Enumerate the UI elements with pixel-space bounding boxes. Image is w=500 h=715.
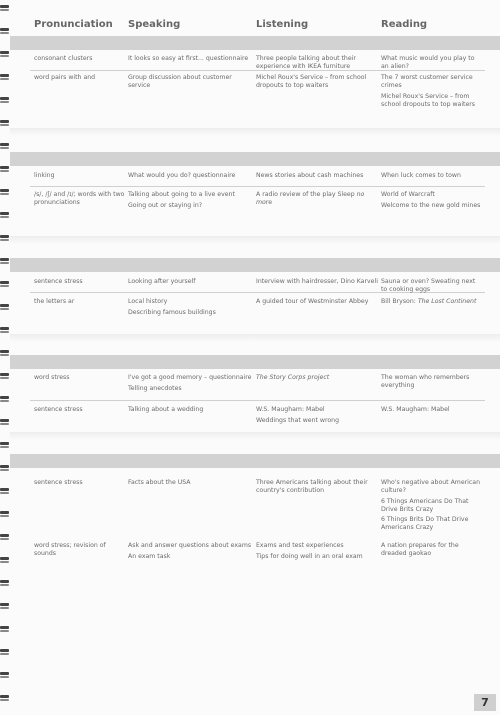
cell-text: sentence stress — [34, 479, 83, 486]
unit-header-band — [10, 454, 500, 468]
cell-text: Group discussion about customer service — [128, 74, 232, 90]
listening-cell — [256, 278, 378, 289]
reading-cell — [381, 479, 481, 535]
cell-text: What would you do? questionnaire — [128, 172, 236, 179]
section-divider — [10, 334, 500, 342]
binding-ring — [0, 303, 9, 312]
binding-ring — [0, 579, 9, 588]
cell-text: The 7 worst customer service crimes — [381, 74, 473, 90]
binding-ring — [0, 96, 9, 105]
reading-cell — [381, 74, 481, 111]
binding-ring — [0, 464, 9, 473]
binding-ring — [0, 487, 9, 496]
reading-cell — [381, 406, 481, 417]
pronunciation-cell — [34, 278, 126, 289]
binding-ring — [0, 441, 9, 450]
header-reading: Reading — [381, 19, 428, 30]
listening-cell — [256, 479, 378, 498]
section-divider — [10, 128, 500, 136]
cell-text: consonant clusters — [34, 55, 93, 62]
binding-ring — [0, 648, 9, 657]
binding-ring — [0, 556, 9, 565]
cell-text: Talking about a wedding — [128, 406, 204, 413]
cell-text: The Story Corps project — [256, 374, 330, 381]
pronunciation-cell — [34, 55, 126, 66]
header-pronunciation: Pronunciation — [34, 19, 113, 30]
listening-cell — [256, 191, 378, 210]
binding-ring — [0, 234, 9, 243]
row-divider — [30, 400, 485, 401]
speaking-cell — [128, 74, 252, 93]
cell-text: It looks so easy at first... questionnaire — [128, 55, 249, 62]
cell-text: Welcome to the new gold mines — [381, 201, 481, 209]
cell-text: News stories about cash machines — [256, 172, 364, 179]
cell-text: Weddings that went wrong — [256, 416, 339, 424]
pronunciation-cell — [34, 74, 126, 85]
page-number: 7 — [474, 694, 496, 711]
cell-text: Interview with hairdresser, Dino Karveli — [256, 278, 378, 285]
cell-text: Describing famous buildings — [128, 308, 216, 316]
reading-cell — [381, 191, 481, 212]
cell-text: An exam task — [128, 552, 171, 560]
listening-cell — [256, 74, 378, 93]
cell-text: the letters ar — [34, 298, 75, 305]
cell-text: The woman who remembers everything — [381, 374, 470, 390]
binding-ring — [0, 349, 9, 358]
listening-cell — [256, 374, 378, 385]
listening-cell — [256, 406, 378, 427]
cell-text: Local history — [128, 298, 168, 305]
cell-text: Talking about going to a live event — [128, 191, 235, 198]
pronunciation-cell — [34, 191, 126, 210]
cell-text: sentence stress — [34, 406, 83, 413]
pronunciation-cell — [34, 542, 126, 561]
unit-header-band — [10, 258, 500, 272]
cell-text: Facts about the USA — [128, 479, 191, 486]
cell-text: Telling anecdotes — [128, 384, 182, 392]
reading-cell — [381, 55, 481, 74]
binding-ring — [0, 211, 9, 220]
speaking-cell — [128, 55, 252, 66]
binding-ring — [0, 395, 9, 404]
cell-text: What music would you play to an alien? — [381, 55, 475, 71]
section-divider — [10, 432, 500, 440]
binding-ring — [0, 510, 9, 519]
binding-ring — [0, 4, 9, 13]
reading-cell — [381, 298, 481, 309]
unit-header-band — [10, 36, 500, 50]
cell-text: linking — [34, 172, 55, 179]
speaking-cell — [128, 278, 252, 289]
cell-text: Three Americans talking about their country's contribution — [256, 479, 368, 495]
cell-text: Going out or staying in? — [128, 201, 203, 209]
speaking-cell — [128, 542, 252, 563]
listening-cell — [256, 298, 378, 309]
binding-ring — [0, 73, 9, 82]
row-divider — [30, 186, 485, 187]
cell-text: W.S. Maugham: Mabel — [381, 406, 450, 413]
cell-text: W.S. Maugham: Mabel — [256, 406, 325, 413]
listening-cell — [256, 55, 378, 74]
reading-cell — [381, 542, 481, 561]
cell-text: word stress; revision of sounds — [34, 542, 106, 558]
reading-cell — [381, 172, 481, 183]
cell-text: When luck comes to town — [381, 172, 461, 179]
cell-text: 6 Things Brits Do That Drive Americans Crazy — [381, 516, 469, 532]
speaking-cell — [128, 298, 252, 319]
reading-cell — [381, 374, 481, 393]
binding-ring — [0, 533, 9, 542]
binding-ring — [0, 326, 9, 335]
binding-ring — [0, 625, 9, 634]
speaking-cell — [128, 479, 252, 490]
pronunciation-cell — [34, 479, 126, 490]
cell-text: word stress — [34, 374, 70, 381]
pronunciation-cell — [34, 374, 126, 385]
binding-ring — [0, 280, 9, 289]
binding-ring — [0, 257, 9, 266]
binding-ring — [0, 165, 9, 174]
binding-ring — [0, 50, 9, 59]
binding-ring — [0, 119, 9, 128]
pronunciation-cell — [34, 172, 126, 183]
cell-text: word pairs with and — [34, 74, 96, 81]
header-listening: Listening — [256, 19, 309, 30]
cell-text: Michel Roux's Service – from school dropouts to top waiters — [381, 92, 476, 108]
cell-text: Michel Roux's Service – from school dropouts to top waiters — [256, 74, 367, 90]
unit-header-band — [10, 152, 500, 166]
pronunciation-cell — [34, 298, 126, 309]
speaking-cell — [128, 374, 252, 395]
pronunciation-cell — [34, 406, 126, 417]
listening-cell — [256, 172, 378, 183]
binding-ring — [0, 142, 9, 151]
cell-text: /s/, /ʃ/ and /ɪ/; words with two pronunciations — [34, 191, 125, 207]
binding-ring — [0, 602, 9, 611]
binding-ring — [0, 188, 9, 197]
speaking-cell — [128, 406, 252, 417]
speaking-cell — [128, 172, 252, 183]
binding-ring — [0, 418, 9, 427]
cell-text: sentence stress — [34, 278, 83, 285]
cell-text: Looking after yourself — [128, 278, 196, 285]
cell-text: Who's negative about American culture? — [381, 479, 481, 495]
cell-text: A radio review of the play Sleep no more — [256, 191, 365, 207]
header-speaking: Speaking — [128, 19, 181, 30]
cell-text: Bill Bryson: The Lost Continent — [381, 298, 477, 305]
cell-text: 6 Things Americans Do That Drive Brits Crazy — [381, 497, 469, 513]
reading-cell — [381, 278, 481, 297]
section-divider — [10, 236, 500, 244]
speaking-cell — [128, 191, 252, 212]
binding-ring — [0, 372, 9, 381]
cell-text: World of Warcraft — [381, 191, 435, 198]
cell-text: Sauna or oven? Sweating next to cooking eggs — [381, 278, 476, 294]
binding-ring — [0, 671, 9, 680]
column-headers — [0, 19, 500, 33]
binding-ring — [0, 694, 9, 703]
listening-cell — [256, 542, 378, 563]
unit-header-band — [10, 355, 500, 369]
cell-text: A guided tour of Westminster Abbey — [256, 298, 369, 305]
cell-text: A nation prepares for the dreaded gaokao — [381, 542, 459, 558]
cell-text: Ask and answer questions about exams — [128, 542, 252, 549]
cell-text: Tips for doing well in an oral exam — [256, 552, 363, 560]
cell-text: Three people talking about their experience with IKEA furniture — [256, 55, 356, 71]
cell-text: I've got a good memory – questionnaire — [128, 374, 252, 381]
cell-text: Exams and test experiences — [256, 542, 344, 549]
